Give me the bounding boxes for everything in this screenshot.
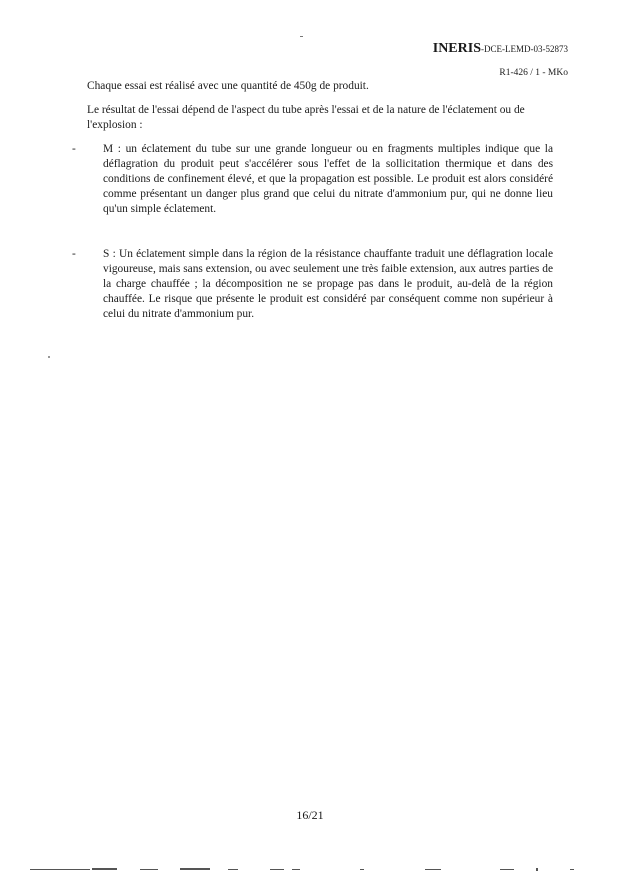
- bullet-dash: -: [72, 143, 76, 155]
- page-number: 16/21: [296, 808, 324, 822]
- document-reference: R1-426 / 1 - MKo: [499, 67, 568, 78]
- paragraph-quantity: Chaque essai est réalisé avec une quantité de 450g de produit.: [87, 80, 369, 92]
- document-header: [433, 38, 568, 80]
- bullet-dash: -: [72, 248, 76, 260]
- list-item-text: S : Un éclatement simple dans la région de la résistance chauffante traduit une déflagration locale vigoureuse, mais sans extension, ou avec seulement une très faible extension, aux autres parties de la charge chauffée ; la décomposition ne se propage pas dans le produit, au-delà de la région chauffée. Le risque que présente le produit est considéré par conséquent comme non supérieur à celui du nitrate d'ammonium pur.: [103, 248, 553, 320]
- scan-mark: [48, 356, 50, 358]
- document-body: [72, 79, 553, 322]
- scan-mark: [300, 36, 303, 37]
- header-organization: [433, 38, 568, 60]
- document-code: -DCE-LEMD-03-52873: [481, 44, 568, 54]
- organization-name: INERIS: [432, 41, 481, 56]
- list-item-text: M : un éclatement du tube sur une grande longueur ou en fragments multiples indique que la déflagration du produit peut s'accélérer sous l'effet de la sollicitation thermique et dans des conditions de confinement élevé, et que la propagation est possible. Le produit est alors considéré comme présentant un danger plus grand que celui du nitrate d'ammonium pur, qui ne donne lieu qu'un simple éclatement.: [103, 143, 553, 215]
- scan-edge-artifacts: [30, 866, 590, 872]
- list-item: [72, 247, 553, 322]
- list-item: [72, 142, 553, 217]
- paragraph-result: Le résultat de l'essai dépend de l'aspect du tube après l'essai et de la nature de l'éclatement ou de l'explosion :: [87, 104, 525, 131]
